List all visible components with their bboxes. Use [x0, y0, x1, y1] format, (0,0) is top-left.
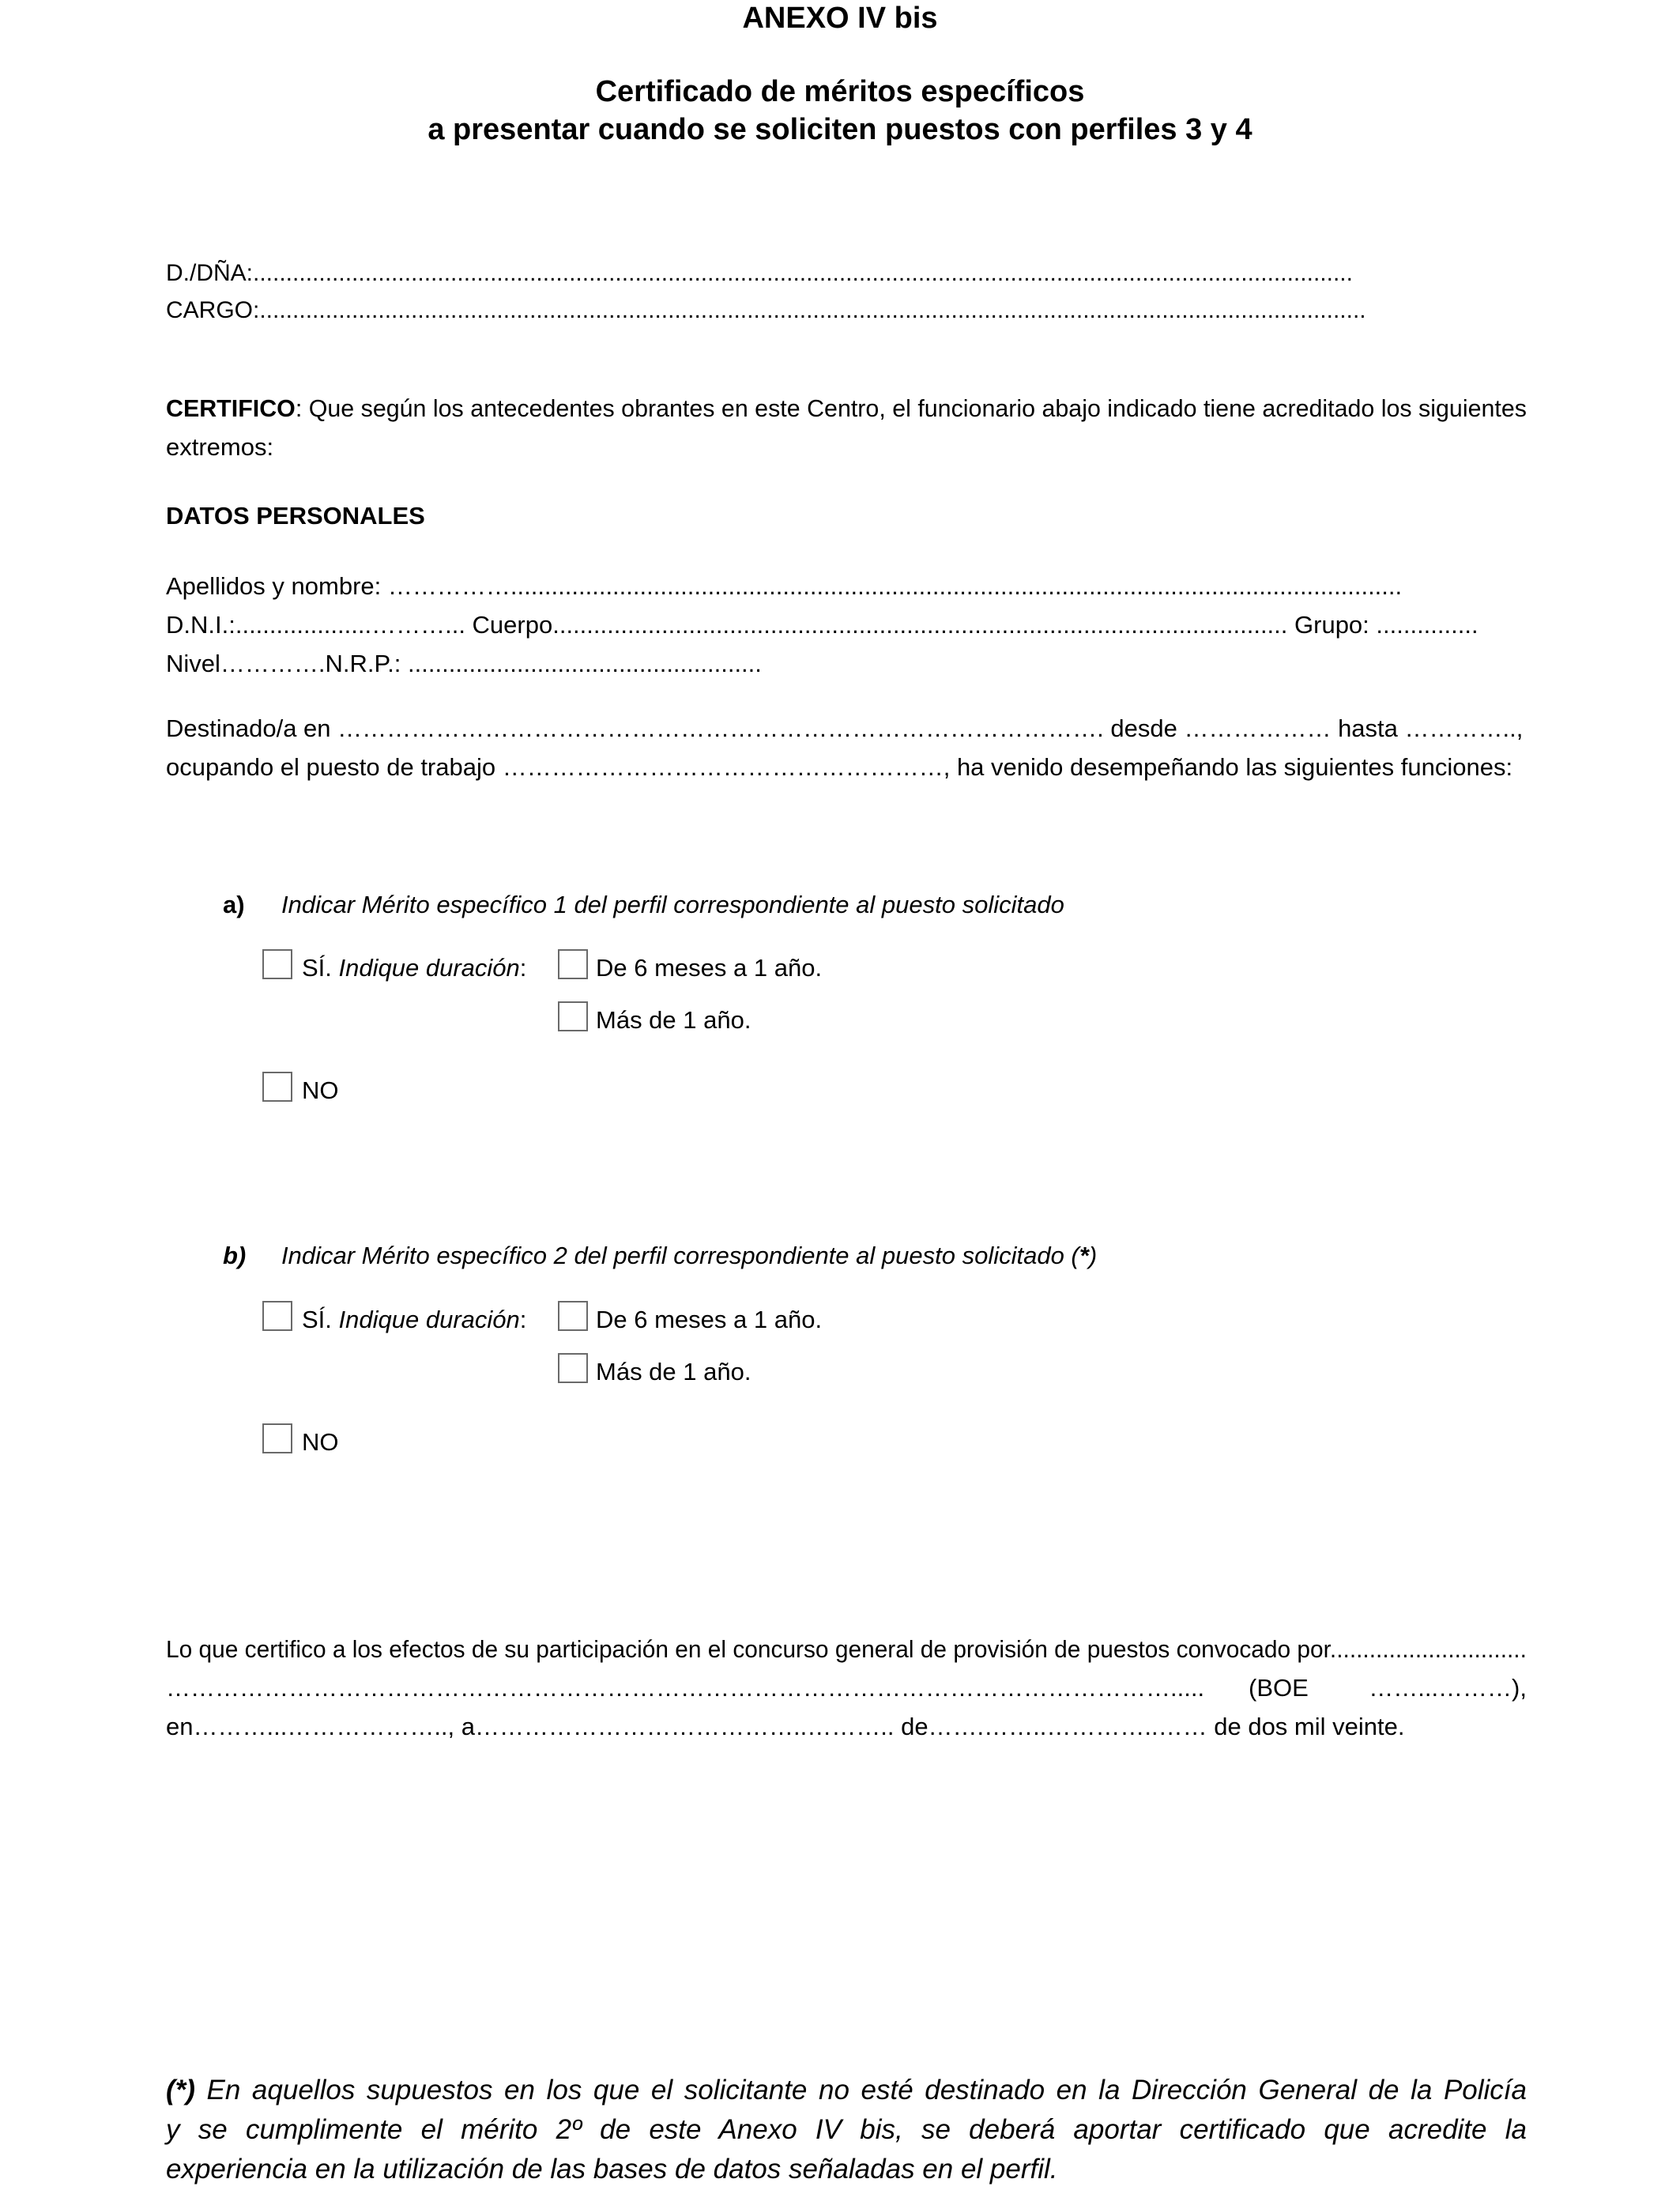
footnote-line-1: (*) En aquellos supuestos en los que el solicitante no esté destinado en la Dirección General de la Policía: [166, 2075, 1527, 2105]
merit-a-si-checkbox[interactable]: [262, 949, 292, 979]
merit-b-more1y-label: Más de 1 año.: [596, 1358, 751, 1385]
merit-b-6to12-label: De 6 meses a 1 año.: [596, 1306, 823, 1333]
footnote-marker: (*): [166, 2075, 195, 2105]
merit-b-no-checkbox[interactable]: [262, 1423, 292, 1453]
certifico-paragraph: [166, 389, 1527, 466]
nivel-line: Nivel………….N.R.P.: ....................................................: [166, 650, 762, 677]
destino-line-1: Destinado/a en …………………………………………………………………………………. desde ……………… hasta …………..,: [166, 714, 1524, 742]
boe-label: (BOE: [1249, 1674, 1309, 1702]
dni-line: D.N.I.:....................………... Cuerpo............................................................................................................ Grupo: ...............: [166, 611, 1478, 639]
apellidos-line: Apellidos y nombre: ……………...................................................................................................................................: [166, 572, 1403, 600]
cargo-field-line: CARGO:........................................................................................................................................................................: [166, 297, 1366, 323]
closing-line-1: Lo que certifico a los efectos de su participación en el concurso general de provisión de puestos convocado por..............................: [166, 1635, 1527, 1663]
merit-b-heading: Indicar Mérito específico 2 del perfil correspondiente al puesto solicitado (*): [281, 1242, 1098, 1269]
destino-block: [166, 709, 1527, 786]
merit-b-si-label: SÍ. Indique duración:: [302, 1306, 527, 1333]
personal-data-heading: DATOS PERSONALES: [166, 502, 425, 530]
closing-line-2-dots: …………………………………………………………………………………………………………….....: [166, 1674, 1205, 1702]
footnote: [166, 2071, 1527, 2189]
boe-dots: ……...………),: [1369, 1674, 1527, 1702]
merit-a-letter: a): [223, 891, 245, 918]
document-title-line2: a presentar cuando se soliciten puestos con perfiles 3 y 4: [428, 113, 1252, 146]
document-title-line1: Certificado de méritos específicos: [595, 75, 1085, 108]
merit-a-heading: Indicar Mérito específico 1 del perfil correspondiente al puesto solicitado: [281, 891, 1064, 918]
certifico-label: CERTIFICO: [166, 394, 296, 422]
merit-a-si-label: SÍ. Indique duración:: [302, 954, 527, 982]
merit-a-no-checkbox[interactable]: [262, 1072, 292, 1102]
merit-a-no-label: NO: [302, 1076, 339, 1104]
annex-title: ANEXO IV bis: [742, 2, 938, 35]
closing-line-2: [166, 1668, 1527, 1707]
merit-b-no-label: NO: [302, 1428, 339, 1456]
footnote-line-3: experiencia en la utilización de las bases de datos señaladas en el perfil.: [166, 2154, 1058, 2185]
merit-b-6to12-checkbox[interactable]: [558, 1301, 588, 1331]
closing-line-3: en………...……………….., a…………………………………..……….. de…….……..…………..…… de dos mil veinte.: [166, 1713, 1405, 1740]
certifier-block: [166, 254, 1527, 329]
merit-a-6to12-label: De 6 meses a 1 año.: [596, 954, 823, 982]
personal-data-block: [166, 567, 1527, 683]
name-field-line: D./DÑA:.......................................................................................................................................................................: [166, 260, 1353, 286]
certifico-text-2: extremos:: [166, 433, 274, 461]
merit-b-more1y-checkbox[interactable]: [558, 1353, 588, 1383]
merit-a-more1y-checkbox[interactable]: [558, 1001, 588, 1031]
destino-line-2: ocupando el puesto de trabajo ………………………………………………, ha venido desempeñando las siguientes funciones:: [166, 753, 1513, 781]
certifico-text-1: : Que según los antecedentes obrantes en este Centro, el funcionario abajo indicado tiene acreditado los siguientes: [295, 394, 1527, 422]
closing-block: [166, 1630, 1527, 1746]
merit-b-si-checkbox[interactable]: [262, 1301, 292, 1331]
footnote-line-2: y se cumplimente el mérito 2º de este Anexo IV bis, se deberá aportar certificado que acredite la: [166, 2114, 1527, 2145]
merit-b-letter: b): [223, 1242, 247, 1269]
merit-a-6to12-checkbox[interactable]: [558, 949, 588, 979]
merit-a-more1y-label: Más de 1 año.: [596, 1006, 751, 1034]
